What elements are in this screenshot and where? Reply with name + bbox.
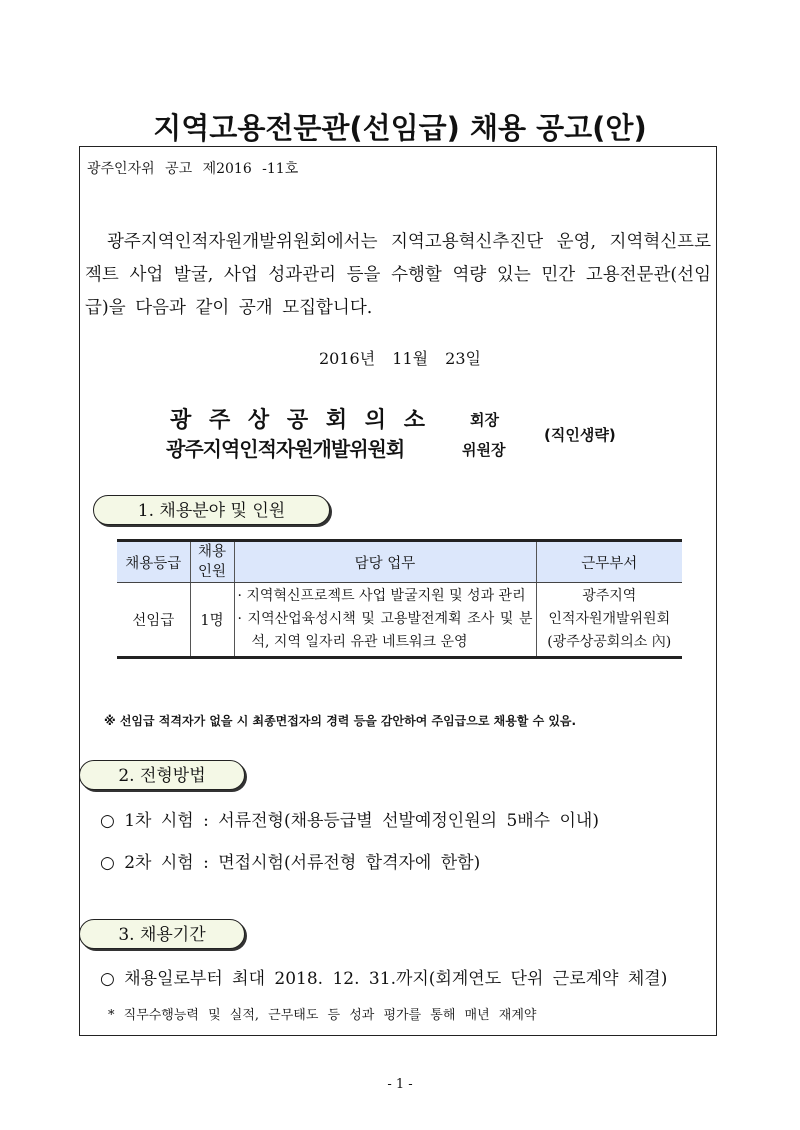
dept-line: (광주상공회의소 內) — [547, 634, 672, 650]
announcement-date: 2016년 11월 23일 — [319, 349, 481, 368]
header-count-text: 채용인원 — [197, 544, 226, 580]
section-heading-3: 3. 채용기간 — [79, 919, 245, 949]
header-duties: 담당 업무 — [234, 541, 536, 583]
header-dept: 근무부서 — [536, 541, 682, 583]
dept-line: 광주지역 — [582, 588, 637, 604]
duty-item: · 지역산업육성시책 및 고용발전계획 조사 및 분석, 지역 일자리 유관 네트워크 운영 — [237, 611, 533, 650]
org-char: 의 — [364, 408, 387, 433]
org-char: 주 — [208, 408, 231, 433]
issuer-role-chairman: 회장 — [470, 411, 499, 429]
header-count — [190, 541, 234, 583]
intro-text: 광주지역인적자원개발위원회에서는 지역고용혁신추진단 운영, 지역혁신프로젝트 사업 발굴, 사업 성과관리 등을 수행할 역량 있는 민간 고용전문관(선임급)을 다음과 같이 공개 모집합니다. — [85, 232, 711, 318]
section-heading-2: 2. 전형방법 — [79, 760, 245, 790]
org-char: 회 — [325, 408, 348, 433]
recruitment-table — [117, 539, 682, 659]
intro-paragraph — [85, 226, 711, 325]
table-header-row — [117, 541, 682, 583]
page-number: - 1 - — [387, 1077, 413, 1092]
org-char: 공 — [286, 408, 309, 433]
period-item: ○ 채용일로부터 최대 2018. 12. 31.까지(회계연도 단위 근로계약 체결) — [100, 969, 668, 989]
cell-grade: 선임급 — [117, 583, 190, 658]
table-note: ※ 선임급 적격자가 없을 시 최종면접자의 경력 등을 감안하여 주임급으로 채용할 수 있음. — [104, 714, 577, 728]
org-char: 소 — [403, 408, 425, 433]
header-grade: 채용등급 — [117, 541, 190, 583]
period-subnote: * 직무수행능력 및 실적, 근무태도 등 성과 평가를 통해 매년 재계약 — [108, 1008, 537, 1023]
notice-number: 광주인자위 공고 제2016 -11호 — [87, 161, 299, 177]
section-heading-1: 1. 채용분야 및 인원 — [93, 495, 330, 525]
cell-duties — [234, 583, 536, 658]
duty-item: · 지역혁신프로젝트 사업 발굴지원 및 성과 관리 — [237, 588, 526, 604]
screening-item-1: ○ 1차 시험 : 서류전형(채용등급별 선발예정인원의 5배수 이내) — [100, 811, 599, 831]
issuer-org-chamber — [170, 403, 425, 434]
org-char: 광 — [170, 408, 192, 433]
cell-count: 1명 — [190, 583, 234, 658]
issuer-org-council: 광주지역인적자원개발위원회 — [166, 437, 405, 461]
cell-dept — [536, 583, 682, 658]
seal-omitted: (직인생략) — [544, 426, 616, 444]
table-row — [117, 583, 682, 658]
document-title: 지역고용전문관(선임급) 채용 공고(안) — [153, 111, 647, 145]
screening-item-2: ○ 2차 시험 : 면접시험(서류전형 합격자에 한함) — [100, 853, 481, 873]
issuer-role-committee-chair: 위원장 — [462, 441, 506, 459]
org-char: 상 — [247, 408, 270, 433]
dept-line: 인적자원개발위원회 — [548, 611, 671, 627]
